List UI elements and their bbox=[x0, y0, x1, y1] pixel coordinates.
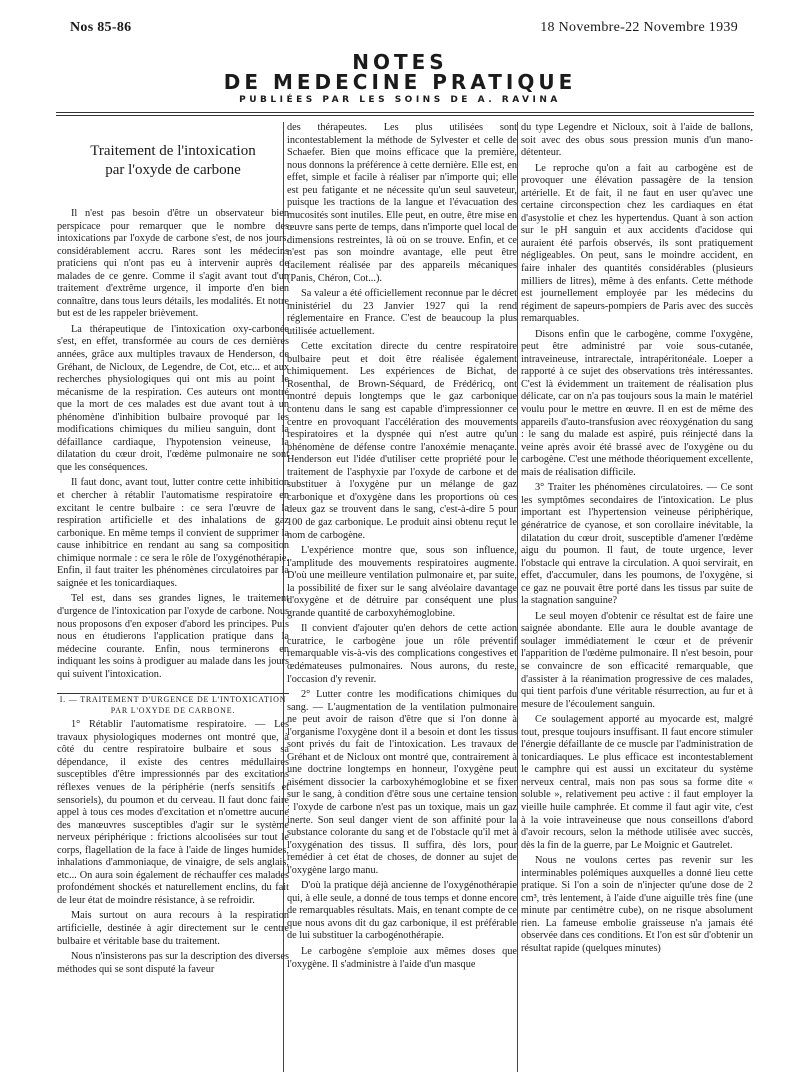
article-title-line2: par l'oxyde de carbone bbox=[105, 162, 241, 178]
text-column-1 bbox=[57, 122, 289, 1072]
header-rule bbox=[56, 115, 754, 116]
paragraph: Il convient d'ajouter qu'en dehors de cette action curatrice, le carbogène joue un rôle préventif remarquable vis-à-vis des complications congestives et œdémateuses pulmonaires. Nous aurons, du reste, l'occasion d'y revenir. bbox=[287, 623, 517, 685]
paragraph: Ce soulagement apporté au myocarde est, malgré tout, presque toujours insuffisant. Il faut encore stimuler l'énergie défaillante de ce muscle par l'administration de tonicardiaques. Le plus efficace est incontestablement le camphre qui est aussi un excitateur du système nerveux central, mais non pas sous sa forme dite « soluble », relativement peu active : il faut employer la vieille huile camphrée. Et comme il faut agir vite, c'est à la voie intraveineuse que nous conseillons d'abord d'avoir recours, selon la méthode utilisée avec succès, dès la fin de la guerre, par Le Moignic et Gautrelet. bbox=[521, 714, 753, 851]
paragraph: Sa valeur a été officiellement reconnue par le décret ministériel du 23 Janvier 1927 qui la rend réglementaire en France. C'est de beaucoup la plus utilisée actuellement. bbox=[287, 288, 517, 337]
article-title bbox=[57, 142, 289, 180]
paragraph: Disons enfin que le carbogène, comme l'oxygène, peut être administré par voie sous-cutanée, intraveineuse, intrarectale, intrapéritonéale. Loeper a rapporté à ce sujet des observations très intéressantes. C'est là évidemment un traitement de réalisation plus délicate, car on n'a pas toujours sous la main le matériel voulu pour le mettre en œuvre. Il en est de même des appareils d'auto-transfusion avec réoxygénation du sang : le sang du malade est aspiré, puis réinjecté dans la veine après avoir été brassé avec de l'oxygène ou du carbogène. C'est une méthode théoriquement excellente, mais de réalisation difficile. bbox=[521, 328, 753, 478]
issue-number: Nos 85-86 bbox=[70, 20, 132, 35]
paragraph: Nous n'insisterons pas sur la description des diverses méthodes qui se sont disputé la faveur bbox=[57, 951, 289, 975]
header-rule bbox=[56, 112, 754, 113]
paragraph: 1° Rétablir l'automatisme respiratoire. — Les travaux physiologiques modernes ont montré que, à côté du centre respiratoire bulbaire et sous sa dépendance, il existe des centres médullaires susceptibles d'être impressionnés par des excitations réflexes venues de la périphérie (nerfs sensitifs et sensoriels), du poumon et du cerveau. Il faut donc faire appel à tous ces modes d'excitation et n'omettre aucune des manœuvres susceptibles d'agir sur le système nerveux périphérique : frictions alcoolisées sur tout le corps, flagellation de la face à l'aide de linges humides, inhalations d'ammoniaque, de vinaigre, de sels anglais, etc... On aura soin également de réchauffer ces malades profondément shockés et naturellement enclins, du fait de leur état de moindre résistance, à se refroidir. bbox=[57, 719, 289, 906]
paragraph: La thérapeutique de l'intoxication oxy-carbonée s'est, en effet, transformée au cours de ces dernières années, grâce aux multiples travaux de Henderson, de Gréhant, de Nicloux, de Legendre, de Cot, etc... et aux recherches physiologiques qui ont mis au point le mécanisme de la respiration. Ces auteurs ont montré que la mort de ces malades est due avant tout à un phénomène d'inhibition bulbaire provoqué par les modifications chimiques du milieu sanguin, dont la défaillance cardiaque, l'hypotension veineuse, la dilatation du cœur droit, l'œdème pulmonaire ne sont que les conséquences. bbox=[57, 323, 289, 473]
paragraph: 3° Traiter les phénomènes circulatoires. — Ce sont les symptômes secondaires de l'intoxication. Le plus important est l'hypertension veineuse périphérique, génératrice de cyanose, et son corollaire inévitable, la dilatation du cœur droit, susceptible d'amener l'œdème aigu du poumon. Il faut, de toute urgence, lever l'obstacle qui entrave la circulation. A quoi servirait, en effet, d'accumuler, dans les poumons, de l'oxygène, si ce gaz ne pouvait être porté dans les tissus par suite de la stagnation sanguine? bbox=[521, 482, 753, 607]
paragraph: Le seul moyen d'obtenir ce résultat est de faire une saignée abondante. Elle aura le double avantage de soulager immédiatement le cœur et de prévenir l'apparition de l'œdème pulmonaire. Il n'est besoin, pour se convaincre de son efficacité remarquable, que d'assister à la réanimation progressive de ces malades, qui tient parfois d'une véritable résurrection, au fur et à mesure de l'écoulement sanguin. bbox=[521, 610, 753, 710]
paragraph: des thérapeutes. Les plus utilisées sont incontestablement la méthode de Sylvester et celle de Schaefer. Bien que moins efficace que la première, nous donnons la préférence à cette dernière. Elle est, en effet, simple et facile à réaliser par n'importe qui; elle est peu fatigante et ne nécessite qu'un seul sauveteur, puisque les tractions de la langue et l'évacuation des mucosités sont inutiles. Elle peut, en outre, être mise en œuvre sans perte de temps, dans n'importe quel local de dimensions restreintes, là où on se trouve. Enfin, et ce n'est pas son moindre avantage, elle peut être facilement réalisée par des appareils mécaniques (Panis, Chéron, Cot...). bbox=[287, 122, 517, 284]
paragraph: Mais surtout on aura recours à la respiration artificielle, destinée à agir directement sur le centre bulbaire et véritable base du traitement. bbox=[57, 910, 289, 947]
paragraph: Cette excitation directe du centre respiratoire bulbaire peut et doit être réalisée également chimiquement. Les expériences de Bichat, de Rosenthal, de Brown-Séquard, de Frédéricq, ont montré depuis longtemps que le gaz carbonique contenu dans le sang est capable d'impressionner ce centre en provoquant l'accélération des mouvements respiratoires et la dyspnée qui n'est autre qu'un phénomène de défense contre l'anoxémie menaçante. Henderson eut l'idée d'utiliser cette propriété pour le traitement de l'asphyxie par l'oxyde de carbone et de substituer à l'oxygène pur un mélange de gaz carbonique et d'oxygène dans les proportions où ces deux gaz se trouvent dans le sang, c'est-à-dire 5 pour 100 de gaz carbonique. Le produit ainsi obtenu reçut le nom de carbogène. bbox=[287, 341, 517, 541]
paragraph: 2° Lutter contre les modifications chimiques du sang. — L'augmentation de la ventilation pulmonaire ne peut avoir de raison d'être que si l'on donne à l'organisme l'oxygène dont il a besoin et dont les tissus sont privés du fait de l'intoxication. Les travaux de Gréhant et de Nicloux ont montré que, contrairement à une doctrine longtemps en honneur, l'oxygène peut aisément dissocier la carboxyhémoglobine et se fixer sur le sang, à condition d'être sous une certaine tension : l'oxyde de carbone n'est pas un toxique, mais un gaz inerte. Son seul danger vient de son affinité pour la substance colorante du sang et de l'obstacle qu'il met à l'oxygénation des tissus. Il suffira, dès lors, pour remédier à cet état de choses, de donner au sujet de l'oxygène largo manu. bbox=[287, 689, 517, 876]
issue-date: 18 Novembre-22 Novembre 1939 bbox=[540, 20, 738, 35]
paragraph: Nous ne voulons certes pas revenir sur les interminables polémiques auxquelles a donné lieu cette pratique. Si l'on a soin de n'injecter qu'une dose de 2 cm³, très lentement, à l'aide d'une aiguille très fine (une minute par centimètre cube), on ne risque absolument rien. La fameuse embolie graisseuse n'a jamais été observée dans ces conditions. Et l'on est sûr d'obtenir un résultat rapide (quelques minutes) bbox=[521, 855, 753, 954]
journal-title-line1: NOTES bbox=[352, 50, 448, 74]
journal-subtitle: PUBLIÉES PAR LES SOINS DE A. RAVINA bbox=[239, 95, 561, 105]
paragraph: Il faut donc, avant tout, lutter contre cette inhibition et chercher à rétablir l'automatisme respiratoire en excitant le centre bulbaire : ce sera l'œuvre de la respiration artificielle et des inhalations de gaz carbonique. En même temps il convient de supprimer la cause inhibitrice en rendant au sang sa composition chimique normale : ce sera le rôle de l'oxygénothérapie. Enfin, il faut traiter les phénomènes circulatoires par la saignée et les tonicardiaques. bbox=[57, 477, 289, 589]
paragraph: L'expérience montre que, sous son influence, l'amplitude des mouvements respiratoires augmente. D'où une meilleure ventilation pulmonaire et, par suite, la possibilité de fixer sur le sang alvéolaire davantage d'oxygène et de détruire par conséquent une plus grande quantité de carboxyhémoglobine. bbox=[287, 545, 517, 619]
paragraph: Le reproche qu'on a fait au carbogène est de provoquer une élévation passagère de la tension artérielle. Et de fait, il ne faut en user qu'avec une certaine circonspection chez les cardiaques en état d'asystolie et chez les hypertendus. Quant à son action sur le pH sanguin et aux accidents d'acidose qui auraient été parfois observés, ils sont pratiquement négligeables. On peut, sans le moindre accident, en faire inhaler des quantités considérables (plusieurs milliers de litres), même à des enfants. Cette méthode est journellement employée par les médecins du régiment de sapeurs-pompiers de Paris avec des succès remarquables. bbox=[521, 162, 753, 325]
paragraph: D'où la pratique déjà ancienne de l'oxygénothérapie qui, à elle seule, a donné de tous temps et donne encore de remarquables résultats. Mais, en tenant compte de ce que nous avons dit du gaz carbonique, il est préférable de lui substituer la carbogénothérapie. bbox=[287, 880, 517, 942]
text-column-2 bbox=[287, 122, 517, 1072]
paragraph: Il n'est pas besoin d'être un observateur bien perspicace pour remarquer que le nombre des intoxications par l'oxyde de carbone s'est, de nos jours, considérablement accru. Rares sont les médecins praticiens qui n'ont pas eu à intervenir auprès de malades de ce genre. Comme il s'agit avant tout d'un traitement d'extrême urgence, il importe d'en bien connaître, dans tous leurs détails, les modalités. Et notre but est de les rappeler brièvement. bbox=[57, 208, 289, 320]
journal-title-line2: DE MEDECINE PRATIQUE bbox=[223, 70, 577, 94]
paragraph: Le carbogène s'emploie aux mêmes doses que l'oxygène. Il s'administre à l'aide d'un masque bbox=[287, 946, 517, 970]
column-divider bbox=[517, 122, 518, 1072]
text-column-3 bbox=[521, 122, 753, 1072]
section-heading: I. — TRAITEMENT D'URGENCE DE L'INTOXICATION PAR L'OXYDE DE CARBONE. bbox=[59, 695, 287, 716]
paragraph: Tel est, dans ses grandes lignes, le traitement d'urgence de l'intoxication par l'oxyde de carbone. Nous nous proposons d'en exposer d'abord les principes. Puis nous en étudierons l'application pratique dans la médecine courante. Enfin, nous terminerons en indiquant les soins à prodiguer au malade dans les jours qui suivent l'intoxication. bbox=[57, 593, 289, 680]
paragraph: du type Legendre et Nicloux, soit à l'aide de ballons, soit avec des obus sous pression munis d'un mano-détenteur. bbox=[521, 122, 753, 159]
article-title-line1: Traitement de l'intoxication bbox=[90, 143, 256, 159]
